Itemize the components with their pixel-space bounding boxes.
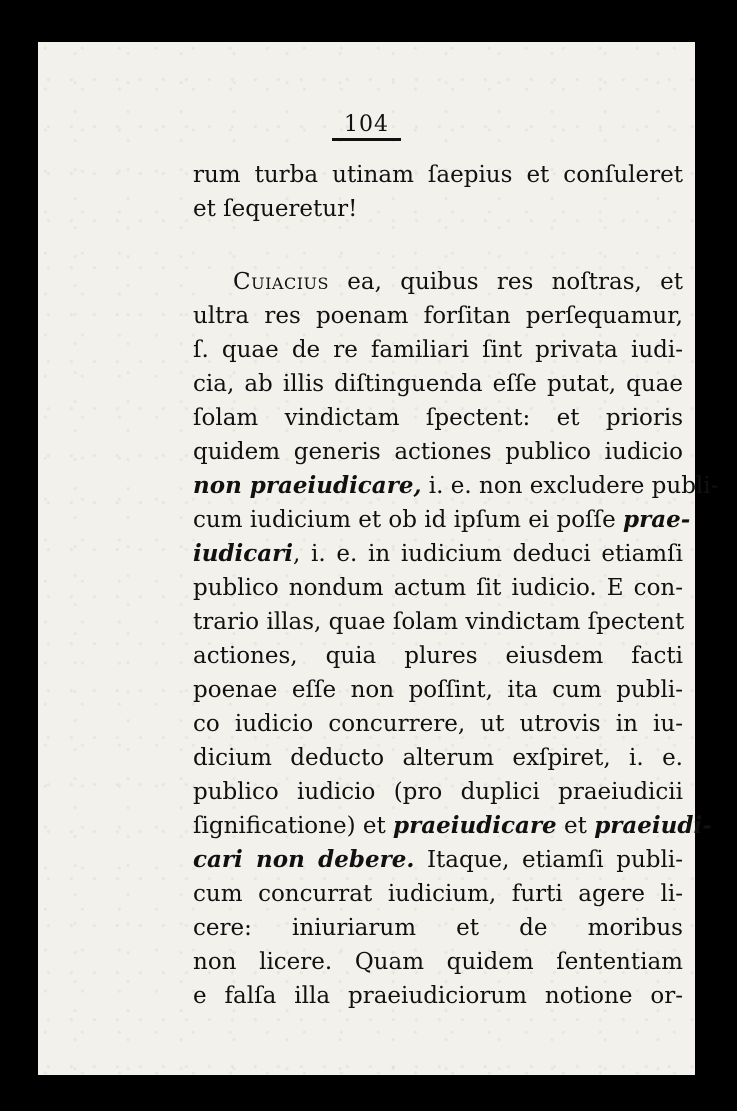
text-line: quidem generis actiones publico iudicio (193, 439, 683, 465)
text-line: ſolam vindictam ſpectent: et prioris (193, 405, 683, 431)
italic-term: prae- (623, 506, 691, 533)
text-line: ſ. quae de re familiari ſint privata iudi- (193, 337, 683, 363)
italic-term: praeiudi- (594, 812, 712, 839)
page-header (38, 114, 695, 141)
author-name: Cuiacius (233, 269, 329, 295)
italic-term: praeiudicare (393, 812, 557, 839)
book-page (38, 42, 719, 1075)
text-line: cari non debere. Itaque, etiamſi publi- (193, 846, 683, 873)
text-line: iudicari, i. e. in iudicium deduci etiamſi (193, 540, 683, 567)
text-line: cum iudicium et ob id ipſum ei poſſe prae- (193, 506, 691, 533)
body-text (193, 158, 719, 1013)
text-line: cere: iniuriarum et de moribus (193, 915, 683, 941)
italic-term: non praeiudicare, (193, 472, 422, 499)
text-line: non praeiudicare, i. e. non excludere publi- (193, 472, 719, 499)
text-line: publico iudicio (pro duplici praeiudicii (193, 779, 683, 805)
text-line: cia, ab illis diſtinguenda eſſe putat, quae (193, 371, 683, 397)
paragraph-start-line: Cuiacius ea, quibus res noſtras, et (233, 269, 683, 295)
text-line: rum turba utinam ſaepius et conſuleret (193, 162, 683, 188)
text-line: publico nondum actum ſit iudicio. E con- (193, 575, 683, 601)
text-line: et ſequeretur! (193, 196, 358, 222)
text-line: ultra res poenam forſitan perſequamur, (193, 303, 683, 329)
text-line: cum concurrat iudicium, furti agere li- (193, 881, 683, 907)
text-line: e falſa illa praeiudiciorum notione or- (193, 983, 683, 1009)
text-line: co iudicio concurrere, ut utrovis in iu- (193, 711, 683, 737)
text-line: non licere. Quam quidem ſententiam (193, 949, 683, 975)
text-line: actiones, quia plures eiusdem facti (193, 643, 683, 669)
page-number: 104 (332, 114, 401, 141)
text-line: poenae eſſe non poſſint, ita cum publi- (193, 677, 683, 703)
text-line: dicium deducto alterum exſpiret, i. e. (193, 745, 683, 771)
text-line: ſignificatione) et praeiudicare et praeiudi- (193, 812, 712, 839)
text-line: trario illas, quae ſolam vindictam ſpectent (193, 609, 685, 635)
italic-term: cari non debere. (193, 846, 415, 873)
italic-term: iudicari (193, 540, 294, 567)
